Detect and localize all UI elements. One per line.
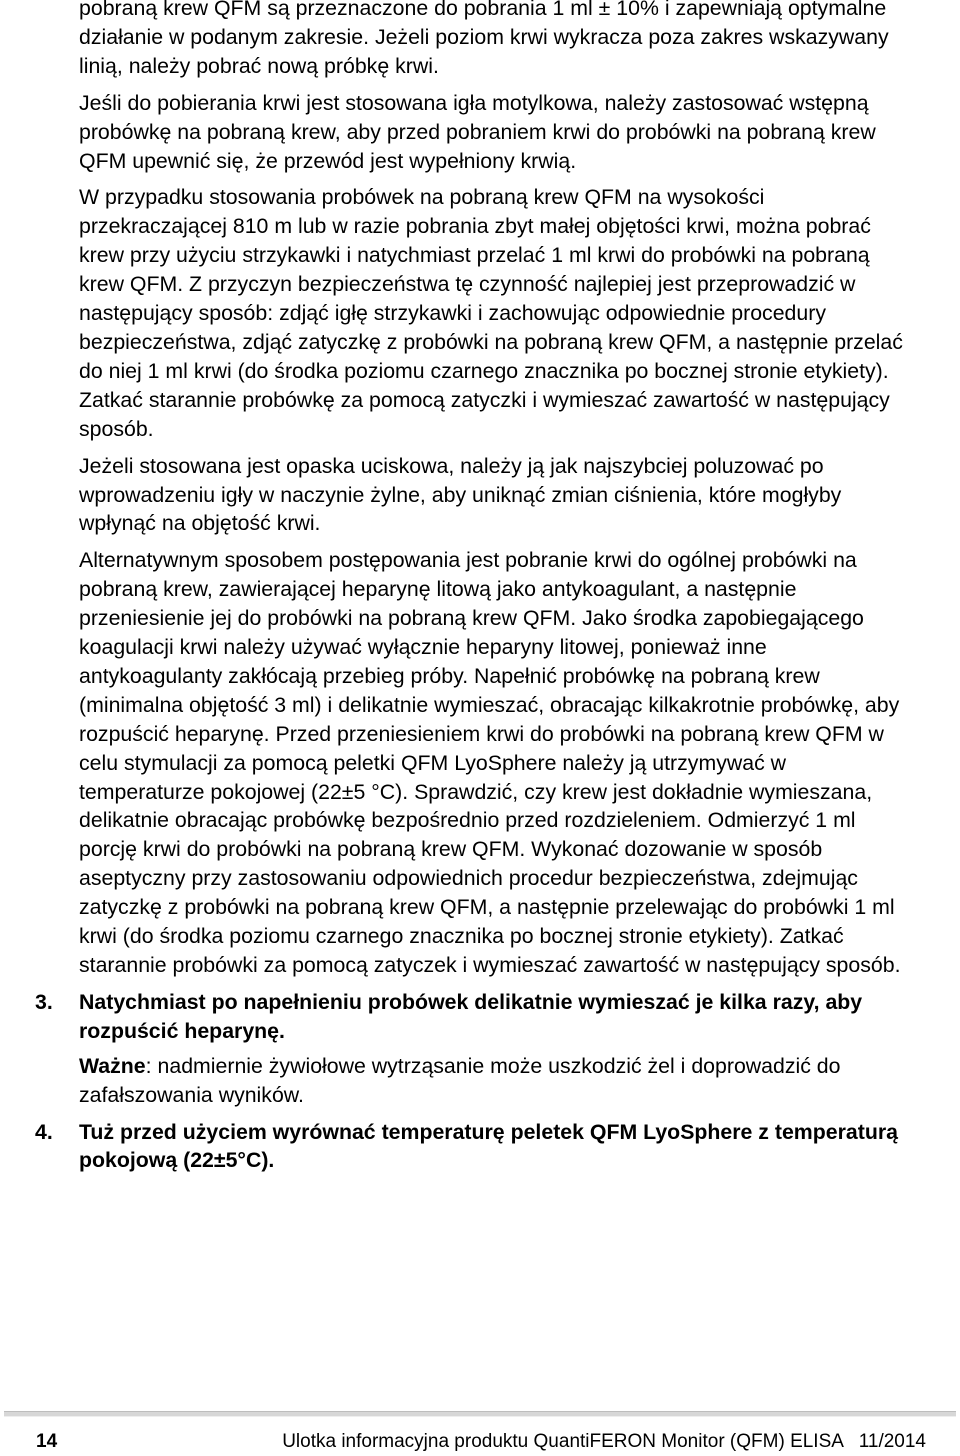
page-number: 14 [36, 1431, 58, 1452]
step-heading: Tuż przed użyciem wyrównać temperaturę peletek QFM LyoSphere z temperaturą pokojową (22±5°C). [79, 1119, 898, 1173]
document-title: Ulotka informacyjna produktu QuantiFERON Monitor (QFM) ELISA 11/2014 [282, 1431, 926, 1452]
paragraph-heparin-alternative: Alternatywnym sposobem postępowania jest pobranie krwi do ogólnej probówki na pobraną krew, zawierającej heparynę litową jako antykoagulant, a następnie przeniesienie jej do probówki na pobraną krew QFM. Jako środka zapobiegającego koagulacji krwi należy używać wyłącznie heparyny litowej, ponieważ inne antykoagulanty zakłócają przebieg próby. Napełnić probówkę na pobraną krew (minimalna objętość 3 ml) i delikatnie wymieszać, obracając kilkakrotnie probówkę, aby rozpuścić heparynę. Przed przeniesieniem krwi do probówki na pobraną krew QFM w celu stymulacji za pomocą peletki QFM LyoSphere należy ją utrzymywać w temperaturze pokojowej (22±5 °C). Sprawdzić, czy krew jest dokładnie wymieszana, delikatnie obracając probówkę bezpośrednio przed rozdzieleniem. Odmierzyć 1 ml porcję krwi do probówki na pobraną krew QFM. Wykonać dozowanie w sposób aseptyczny przy zastosowaniu odpowiednich procedur bezpieczeństwa, zdejmując zatyczkę z probówki na pobraną krew QFM, a następnie przelewając do probówki 1 ml krwi (do środka poziomu czarnego znacznika po bocznej stronie etykiety). Zatkać starannie probówki za pomocą zatyczek i wymieszać zawartość w następujący sposób. [79, 548, 901, 977]
step-note [79, 1052, 914, 1110]
paragraph-butterfly-needle: Jeśli do pobierania krwi jest stosowana igła motylkowa, należy zastosować wstępną probówkę na pobraną krew, aby przed pobraniem krwi do probówki na pobraną krew QFM upewnić się, że przewód jest wypełniony krwią. [79, 90, 876, 173]
paragraph-tourniquet: Jeżeli stosowana jest opaska uciskowa, należy ją jak najszybciej poluzować po wprowadzeniu igły w naczynie żylne, aby uniknąć zmian ciśnienia, które mogłyby wpłynąć na objętość krwi. [79, 453, 842, 536]
step-3 [35, 988, 914, 1110]
step-number: 3. [35, 989, 53, 1014]
body-text [35, 0, 914, 1183]
note-label: Ważne [79, 1053, 146, 1078]
footer-divider [4, 1411, 956, 1417]
step-number: 4. [35, 1119, 53, 1144]
paragraph-syringe-transfer: W przypadku stosowania probówek na pobraną krew QFM na wysokości przekraczającej 810 m lub w razie pobrania zbyt małej objętości krwi, można pobrać krew przy użyciu strzykawki i natychmiast przelać 1 ml krwi do probówki na pobraną krew QFM. Z przyczyn bezpieczeństwa tę czynność najlepiej jest przeprowadzić w następujący sposób: zdjąć igłę strzykawki i zachowując odpowiednie procedury bezpieczeństwa, zdjąć zatyczkę z probówki na pobraną krew QFM, a następnie przelać do niej 1 ml krwi (do środka poziomu czarnego znacznika po bocznej stronie etykiety). Zatkać starannie probówkę za pomocą zatyczki i wymieszać zawartość w następujący sposób. [79, 185, 903, 441]
step-heading: Natychmiast po napełnieniu probówek delikatnie wymieszać je kilka razy, aby rozpuścić heparynę. [79, 989, 863, 1043]
step-4 [35, 1118, 914, 1176]
paragraph-fill-line: pobraną krew QFM są przeznaczone do pobrania 1 ml ± 10% i zapewniają optymalne działanie w podanym zakresie. Jeżeli poziom krwi wykracza poza zakres wskazywany linią, należy pobrać nową próbkę krwi. [79, 0, 889, 78]
note-text: : nadmiernie żywiołowe wytrząsanie może uszkodzić żel i doprowadzić do zafałszowania wyników. [79, 1053, 841, 1107]
